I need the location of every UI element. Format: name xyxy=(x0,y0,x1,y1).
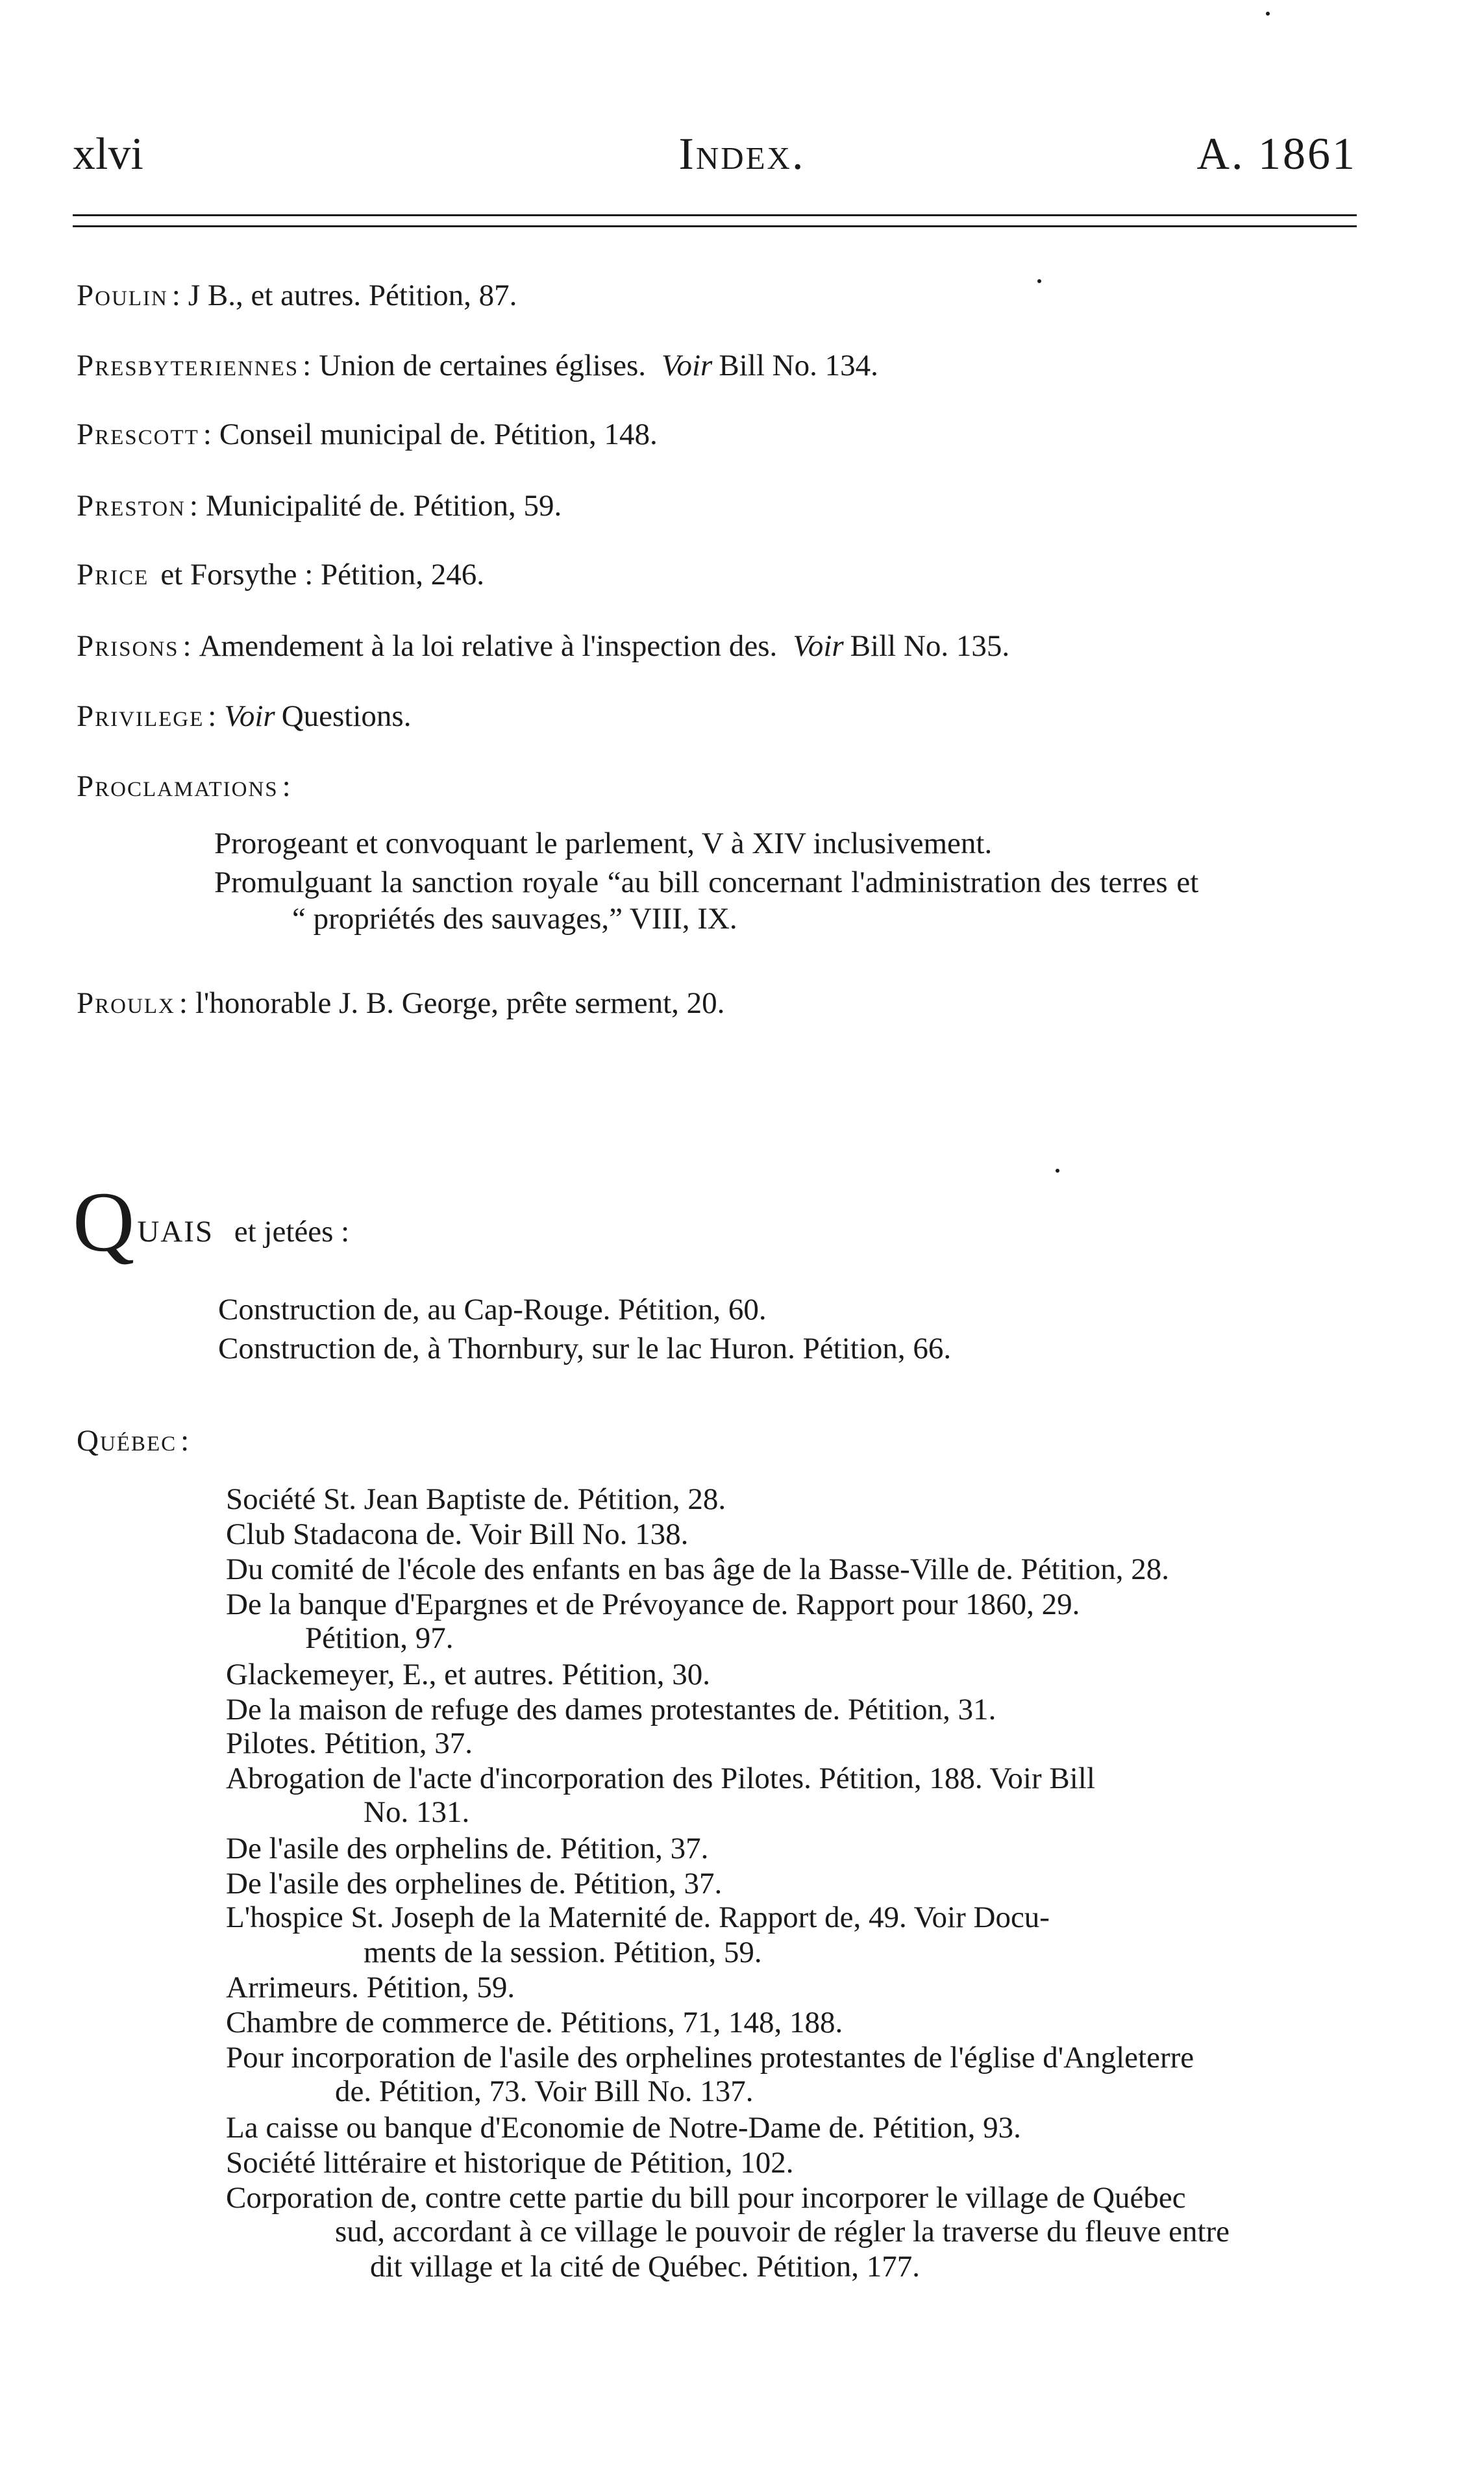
sub-entry: Pour incorporation de l'asile des orphelines protestantes de l'église d'Angleterre xyxy=(226,2041,1194,2074)
entry-term: Prescott xyxy=(77,417,199,451)
sub-entry: De la maison de refuge des dames protestantes de. Pétition, 31. xyxy=(226,1693,996,1726)
index-entry xyxy=(77,556,1355,593)
sub-entry-continued: sud, accordant à ce village le pouvoir de régler la traverse du fleuve entre xyxy=(335,2215,1230,2249)
sub-entry: Club Stadacona de. Voir Bill No. 138. xyxy=(226,1517,689,1551)
sub-entry: Chambre de commerce de. Pétitions, 71, 148, 188. xyxy=(226,2006,843,2039)
sub-entry-continued: Pétition, 97. xyxy=(305,1621,454,1655)
sub-entry-continued: ments de la session. Pétition, 59. xyxy=(364,1936,762,1969)
voir-label: Voir xyxy=(224,699,275,733)
sub-entry: De la banque d'Epargnes et de Prévoyance de. Rapport pour 1860, 29. xyxy=(226,1588,1080,1621)
sub-entry: Pilotes. Pétition, 37. xyxy=(226,1726,473,1760)
sub-entry: Arrimeurs. Pétition, 59. xyxy=(226,1971,515,2004)
entry-text: et Forsythe : Pétition, 246. xyxy=(160,558,485,592)
entry-term: Proulx xyxy=(77,986,175,1020)
sub-entry: De l'asile des orphelines de. Pétition, 37. xyxy=(226,1867,723,1900)
sub-entry: Du comité de l'école des enfants en bas âge de la Basse-Ville de. Pétition, 28. xyxy=(226,1552,1170,1586)
index-entry xyxy=(77,627,1355,665)
index-entry xyxy=(77,277,1355,314)
entry-sep: : xyxy=(203,417,212,451)
entry-text: l'honorable J. B. George, prête serment, 20. xyxy=(195,986,725,1020)
entry-sep: : xyxy=(189,489,198,523)
sub-entry: Glackemeyer, E., et autres. Pétition, 30. xyxy=(226,1658,710,1691)
print-speck xyxy=(1056,1169,1059,1173)
entry-sep: : xyxy=(171,279,180,312)
proclamation-line-continued: “ propriétés des sauvages,” VIII, IX. xyxy=(292,902,737,936)
entry-term: Québec xyxy=(77,1424,177,1458)
entry-term: UAIS xyxy=(137,1215,214,1249)
sub-entry-continued: dit village et la cité de Québec. Pétition, 177. xyxy=(370,2250,921,2284)
sub-entry: Construction de, à Thornbury, sur le lac Huron. Pétition, 66. xyxy=(218,1332,952,1365)
print-speck xyxy=(1266,12,1270,16)
sub-entry: Construction de, au Cap-Rouge. Pétition, 60. xyxy=(218,1293,767,1327)
voir-label: Voir xyxy=(793,629,844,663)
sub-entry-continued: de. Pétition, 73. Voir Bill No. 137. xyxy=(335,2074,754,2108)
header-rule-top xyxy=(73,214,1357,216)
proclamation-line: Prorogeant et convoquant le parlement, V à XIV inclusivement. xyxy=(214,827,993,860)
entry-term: Proclamations xyxy=(77,769,278,803)
entry-sep: : xyxy=(179,986,188,1020)
year-label: A. 1861 xyxy=(1196,129,1357,179)
index-entry xyxy=(77,347,1355,384)
page-title: Index. xyxy=(678,129,806,179)
section-q-heading xyxy=(73,1174,350,1269)
entry-text: Conseil municipal de. Pétition, 148. xyxy=(219,417,658,451)
index-entry xyxy=(77,487,1355,525)
proclamation-line: Promulguant la sanction royale “au bill concernant l'administration des terres et xyxy=(214,866,1199,899)
index-entry xyxy=(77,984,1355,1022)
sub-entry: L'hospice St. Joseph de la Maternité de. Rapport de, 49. Voir Docu- xyxy=(226,1900,1050,1934)
entry-sep: : xyxy=(282,769,291,803)
sub-entry: Société St. Jean Baptiste de. Pétition, 28. xyxy=(226,1482,726,1516)
entry-ref: Questions. xyxy=(281,699,412,733)
sub-entry: Abrogation de l'acte d'incorporation des Pilotes. Pétition, 188. Voir Bill xyxy=(226,1762,1095,1795)
entry-ref: Bill No. 134. xyxy=(719,349,878,382)
entry-ref: Bill No. 135. xyxy=(850,629,1010,663)
index-entry xyxy=(77,697,1355,735)
index-entry xyxy=(77,1422,1355,1460)
entry-term: Preston xyxy=(77,489,186,523)
entry-sep: : xyxy=(303,349,312,382)
index-entry xyxy=(77,767,1355,805)
entry-sep: : xyxy=(180,1424,190,1458)
entry-text: Union de certaines églises. xyxy=(319,349,646,382)
page-number: xlvi xyxy=(73,129,143,179)
sub-entry-continued: No. 131. xyxy=(364,1795,470,1829)
sub-entry: Corporation de, contre cette partie du bill pour incorporer le village de Québec xyxy=(226,2181,1186,2215)
running-head xyxy=(0,129,1484,181)
sub-entry: De l'asile des orphelins de. Pétition, 37. xyxy=(226,1832,709,1865)
entry-term: Privilege xyxy=(77,699,204,733)
entry-text: J B., et autres. Pétition, 87. xyxy=(188,279,517,312)
dropcap-letter: Q xyxy=(73,1174,135,1269)
index-entry xyxy=(77,416,1355,453)
sub-entry: La caisse ou banque d'Economie de Notre-Dame de. Pétition, 93. xyxy=(226,2111,1021,2145)
sub-entry: Société littéraire et historique de Pétition, 102. xyxy=(226,2146,794,2180)
entry-text: Amendement à la loi relative à l'inspection des. xyxy=(199,629,778,663)
entry-term: Price xyxy=(77,558,149,592)
entry-term: Presbyteriennes xyxy=(77,349,299,382)
entry-text: et jetées : xyxy=(234,1215,350,1249)
entry-text: Municipalité de. Pétition, 59. xyxy=(205,489,562,523)
header-rule-bottom xyxy=(73,225,1357,227)
entry-sep: : xyxy=(182,629,192,663)
entry-term: Poulin xyxy=(77,279,168,312)
entry-term: Prisons xyxy=(77,629,179,663)
entry-sep: : xyxy=(208,699,217,733)
voir-label: Voir xyxy=(662,349,713,382)
